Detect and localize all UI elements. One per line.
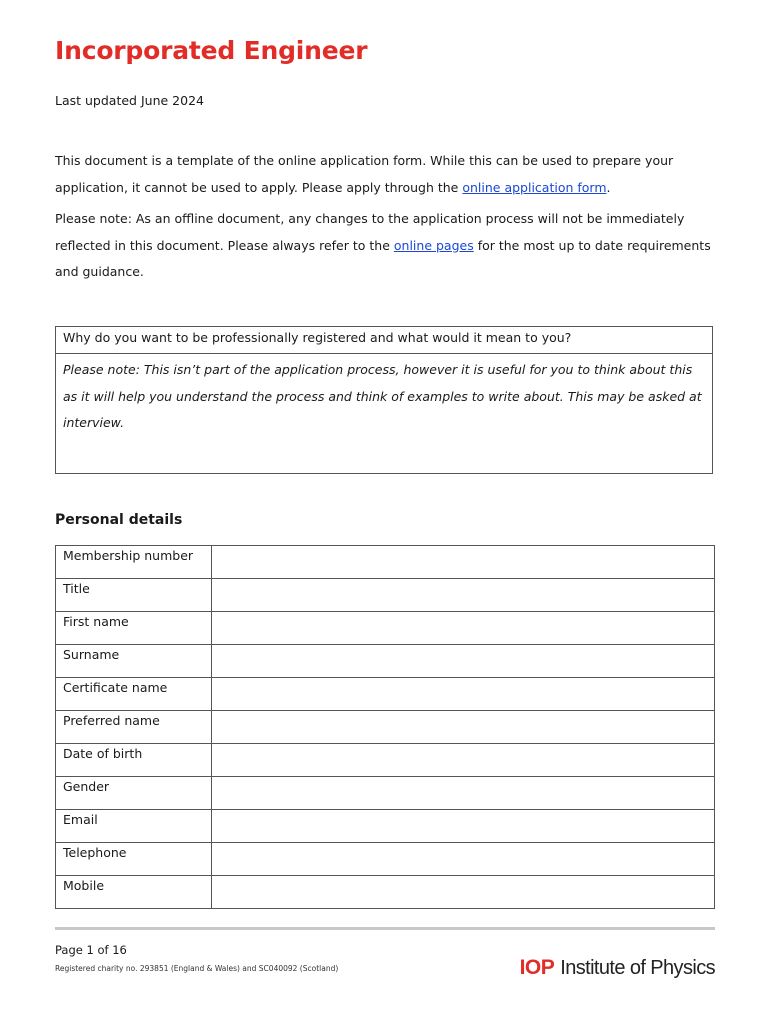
page-number: Page 1 of 16 [55, 943, 127, 957]
personal-details-table [55, 545, 715, 909]
field-label: Mobile [56, 876, 212, 909]
field-label: Date of birth [56, 744, 212, 777]
intro-p1-text: This document is a template of the online application form. While this can be used to prepare your application, it cannot be used to apply. Please apply through the [55, 153, 674, 195]
field-value-cell[interactable] [212, 810, 715, 843]
footer-divider [55, 927, 715, 930]
logo-mark: IOP [519, 956, 555, 979]
last-updated: Last updated June 2024 [55, 93, 204, 108]
table-row [56, 678, 715, 711]
charity-notice: Registered charity no. 293851 (England & Wales) and SC040092 (Scotland) [55, 964, 339, 973]
page-title: Incorporated Engineer [55, 36, 368, 65]
intro-paragraph-1 [55, 148, 719, 201]
table-row [56, 843, 715, 876]
table-row [56, 645, 715, 678]
intro-p1-end: . [606, 179, 611, 195]
table-row [56, 876, 715, 909]
online-pages-link[interactable]: online pages [393, 237, 474, 253]
field-value-cell[interactable] [212, 843, 715, 876]
field-value-cell[interactable] [212, 777, 715, 810]
table-row [56, 711, 715, 744]
table-row [56, 546, 715, 579]
field-label: First name [56, 612, 212, 645]
why-register-box [55, 326, 713, 474]
field-label: Title [56, 579, 212, 612]
field-value-cell[interactable] [212, 579, 715, 612]
intro-paragraph-2 [55, 206, 719, 286]
personal-details-heading: Personal details [55, 512, 183, 528]
field-label: Preferred name [56, 711, 212, 744]
field-label: Membership number [56, 546, 212, 579]
field-value-cell[interactable] [212, 678, 715, 711]
why-register-note[interactable]: Please note: This isn’t part of the application process, however it is useful for you to think about this as it will help you understand the process and think of examples to write about. This may be asked at interview. [63, 362, 702, 430]
field-value-cell[interactable] [212, 612, 715, 645]
why-register-question: Why do you want to be professionally registered and what would it mean to you? [56, 327, 712, 354]
document-page [55, 0, 715, 1024]
field-label: Certificate name [56, 678, 212, 711]
table-row [56, 744, 715, 777]
field-label: Gender [56, 777, 212, 810]
field-value-cell[interactable] [212, 645, 715, 678]
table-row [56, 579, 715, 612]
iop-logo [520, 956, 715, 980]
field-value-cell[interactable] [212, 876, 715, 909]
table-row [56, 612, 715, 645]
field-label: Surname [56, 645, 212, 678]
field-label: Email [56, 810, 212, 843]
table-row [56, 777, 715, 810]
intro-p2-text: Please note: As an offline document, any changes to the application process will not be immediately reflected in this document. Please always refer to the [55, 211, 685, 253]
field-value-cell[interactable] [212, 711, 715, 744]
logo-name: Institute of Physics [560, 957, 715, 979]
field-value-cell[interactable] [212, 744, 715, 777]
field-label: Telephone [56, 843, 212, 876]
table-row [56, 810, 715, 843]
online-application-form-link[interactable]: online application form [462, 179, 607, 195]
intro-p2-end: for the most up to date requirements and guidance. [55, 237, 711, 279]
field-value-cell[interactable] [212, 546, 715, 579]
